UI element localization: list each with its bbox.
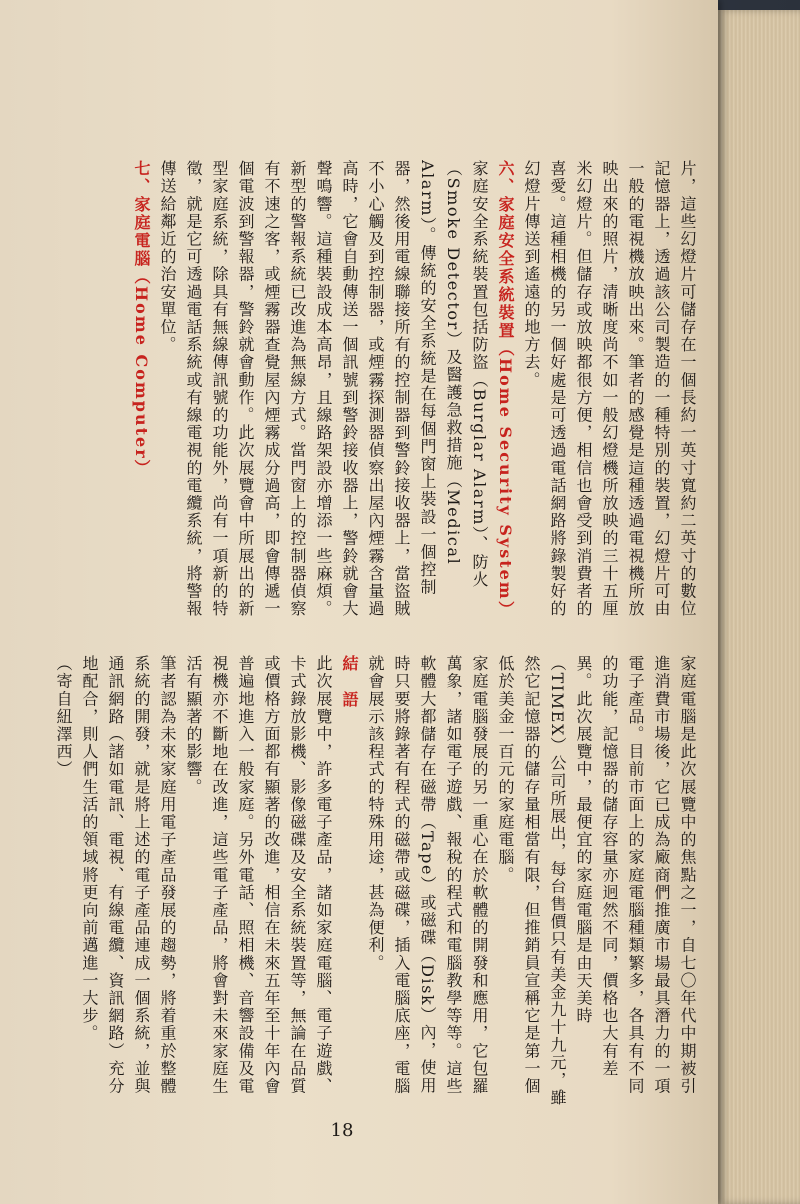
section-7-heading: 七、家庭電腦（Home Computer） bbox=[132, 160, 151, 478]
book-page-edges bbox=[718, 10, 800, 1204]
computer-paragraph: 家庭電腦是此次展覽中的焦點之一，自七〇年代中期被引進消費市場後，它已成為廠商們推廣市場最具潛力的一項電子產品。目前市面上的家庭電腦種類繁多，各具有不同的功能，記憶器的儲存容量亦迥然不同，價格也大有差異。此次展覽中，最便宜的家庭電腦是由天美時（TIMEX）公司所展出，每台售價只有美金九十九元，雖然它記憶器的儲存量相當有限，但推銷員宣稱它是第一個低於美金一百元的家庭電腦。 bbox=[496, 655, 697, 1107]
camera-paragraph: 片，這些幻燈片可儲存在一個長約一英寸寬約二英寸的數位記憶器上，透過該公司製造的一種特別的裝置，幻燈片可由一般的電視機放映出來。筆者的感覺是這種透過電視機所放映出來的照片，清晰度尚不如一般幻燈機所放映的三十五厘米幻燈片。但儲存或放映都很方便，相信也會受到消費者的喜愛。這種相機的另一個好處是可透過電話網路將錄製好的幻燈片傳送到遙遠的地方去。 bbox=[522, 160, 697, 618]
page-number: 18 bbox=[330, 1120, 354, 1141]
conclusion-heading: 結 語 bbox=[340, 655, 359, 709]
lower-text-block bbox=[40, 655, 700, 1110]
author-location: （寄自紐澤西） bbox=[54, 655, 73, 779]
conclusion-paragraph-2: 筆者認為未來家庭用電子產品發展的趨勢，將着重於整體系統的開發，就是將上述的電子產品連成一個系統，並與通訊網路（諸如電訊、電視、有線電纜、資訊網路）充分地配合，則人們生活的領域將更向前邁進一大步。 bbox=[80, 655, 177, 1095]
conclusion-paragraph-1: 此次展覽中，許多電子產品，諸如家庭電腦、電子遊戲、卡式錄放影機、影像磁碟及安全系統裝置等，無論在品質或價格方面都有顯著的改進，相信在未來五年至十年內會普遍地進入一般家庭。另外電話、照相機、音響設備及電視機亦不斷地在改進，這些電子產品，將會對未來家庭生活有顯著的影響。 bbox=[184, 655, 333, 1095]
software-paragraph: 家庭電腦發展的另一重心在於軟體的開發和應用，它包羅萬象，諸如電子遊戲、報稅的程式和電腦教學等等。這些軟體大都儲存在磁帶（Tape）或磁碟（Disk）內，使用時只要將錄著有程式的磁帶或磁碟，插入電腦底座，電腦就會展示該程式的特殊用途，甚為便利。 bbox=[366, 655, 489, 1095]
upper-text-block bbox=[60, 160, 700, 630]
security-paragraph: 家庭安全系統裝置包括防盜（Burglar Alarm）、防火（Smoke Detector）及醫護急救措施（Medical Alarm）。傳統的安全系統是在每個門窗上裝設一個控制器，然後用電線聯接所有的控制器到警鈴接收器上，當盜賊不小心觸及到控制器，或煙霧探測器偵察出屋內煙霧含量過高時，它會自動傳送一個訊號到警鈴接收器上，警鈴就會大聲鳴響。這種裝設成本高昂，且線路架設亦增添一些麻煩。新型的警報系統已改進為無線方式。當門窗上的控制器偵察有不速之客，或煙霧器查覺屋內煙霧成分過高，即會傳遞一個電波到警報器，警鈴就會動作。此次展覽會中所展出的新型家庭系統，除具有無線傳訊號的功能外，尚有一項新的特徵，就是它可透過電話系統或有線電視的電纜系統，將警報傳送給鄰近的治安單位。 bbox=[158, 160, 489, 618]
section-6-heading: 六、家庭安全系統裝置（Home Security System） bbox=[496, 160, 515, 619]
